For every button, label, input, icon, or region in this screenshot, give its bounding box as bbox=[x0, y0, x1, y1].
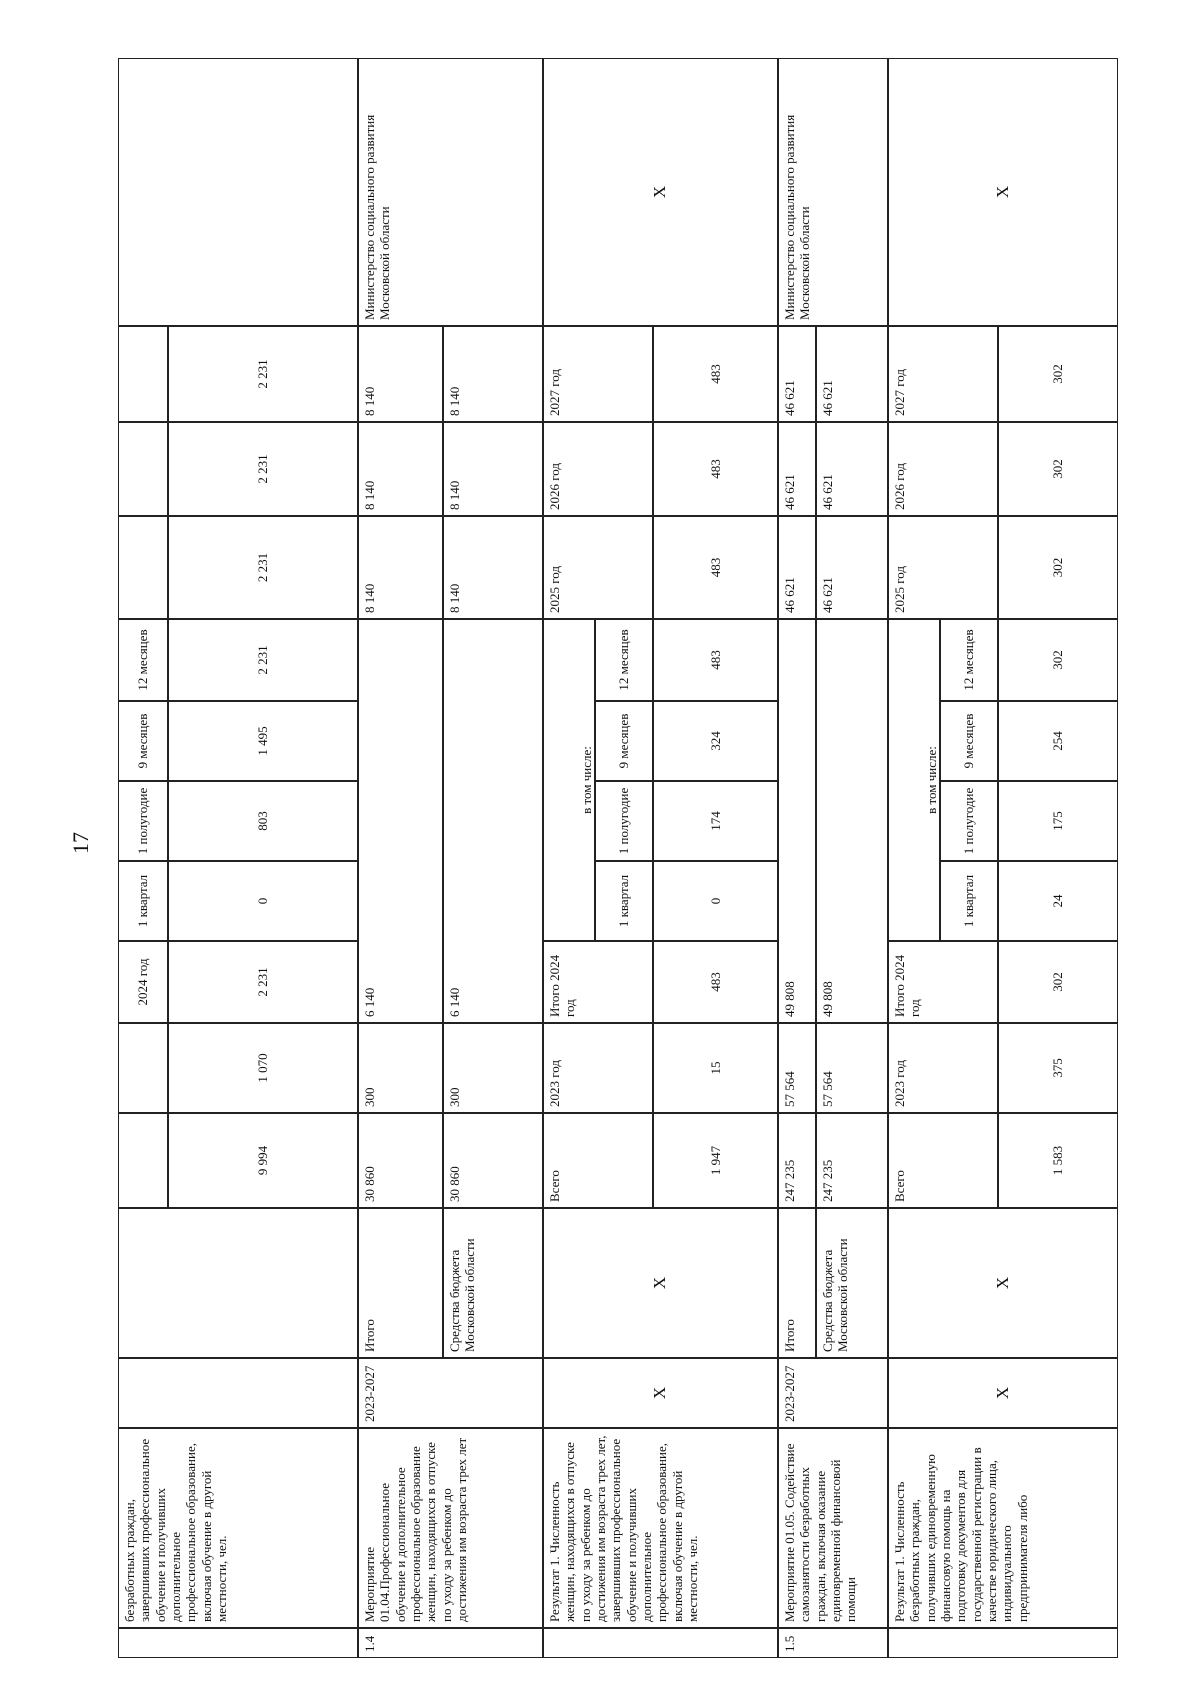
item-1-4-budget-all: 30 860 bbox=[443, 1113, 543, 1208]
item-1-5-total-2026: 46 621 bbox=[778, 422, 816, 516]
r14-2023-value: 15 bbox=[653, 1023, 778, 1113]
rotated-table-frame bbox=[118, 58, 1118, 1658]
item-1-4-total-2027: 8 140 bbox=[358, 326, 443, 422]
item-1-4-result-period-x: Х bbox=[543, 1358, 778, 1428]
r15-v-tom-chisle: в том числе: bbox=[888, 619, 940, 941]
r15-2027-head: 2027 год bbox=[888, 326, 998, 422]
col-q1: 1 квартал bbox=[118, 861, 168, 941]
item-1-5-budget-all: 247 235 bbox=[816, 1113, 888, 1208]
item-1-5-total-2027: 46 621 bbox=[778, 326, 816, 422]
item-1-4-total-2026: 8 140 bbox=[358, 422, 443, 516]
r14-m9-head: 9 месяцев bbox=[595, 701, 653, 781]
item-1-4-name: Мероприятие 01.04.Профессиональное обучение и дополнительное профессиональное образование женщин, находящихся в отпуске по уходу за ребенком до достижения им возраста трех лет bbox=[358, 1428, 543, 1628]
cell-top-source bbox=[118, 1208, 358, 1358]
r15-2026-value: 302 bbox=[998, 422, 1118, 516]
item-1-5-result-source-x: Х bbox=[888, 1208, 1118, 1358]
r14-2026-value: 483 bbox=[653, 422, 778, 516]
r15-2026-head: 2026 год bbox=[888, 422, 998, 516]
item-1-4-number: 1.4 bbox=[358, 1628, 543, 1658]
item-1-5-budget-2027: 46 621 bbox=[816, 326, 888, 422]
item-1-4-budget-2023: 300 bbox=[443, 1023, 543, 1113]
r14-q1-value: 0 bbox=[653, 861, 778, 941]
r15-vsego-head: Всего bbox=[888, 1113, 998, 1208]
cell-top-vsego-head bbox=[118, 1113, 168, 1208]
top-2024-value: 2 231 bbox=[168, 941, 358, 1023]
item-1-5-total-all: 247 235 bbox=[778, 1113, 816, 1208]
top-q1-value: 0 bbox=[168, 861, 358, 941]
item-1-4-budget-label: Средства бюджета Московской области bbox=[443, 1208, 543, 1358]
col-h1: 1 полугодие bbox=[118, 781, 168, 861]
r15-vsego-value: 1 583 bbox=[998, 1113, 1118, 1208]
cell-top-2026-head bbox=[118, 422, 168, 516]
r15-2024-value: 302 bbox=[998, 941, 1118, 1023]
r14-h1-head: 1 полугодие bbox=[595, 781, 653, 861]
cell-r15-num bbox=[888, 1628, 1118, 1658]
r15-m12-head: 12 месяцев bbox=[940, 619, 998, 701]
cell-r14-num bbox=[543, 1628, 778, 1658]
item-1-5-result-executor-x: Х bbox=[888, 58, 1118, 326]
top-2023-value: 1 070 bbox=[168, 1023, 358, 1113]
cell-top-period bbox=[118, 1358, 358, 1428]
r14-itogo-2024-head: Итого 2024 год bbox=[543, 941, 653, 1023]
item-1-5-total-2024: 49 808 bbox=[778, 619, 816, 1023]
r14-m12-value: 483 bbox=[653, 619, 778, 701]
r14-2027-head: 2027 год bbox=[543, 326, 653, 422]
r14-2024-value: 483 bbox=[653, 941, 778, 1023]
item-1-4-result-executor-x: Х bbox=[543, 58, 778, 326]
item-1-5-budget-label: Средства бюджета Московской области bbox=[816, 1208, 888, 1358]
item-1-5-period: 2023-2027 bbox=[778, 1358, 888, 1428]
r15-m9-head: 9 месяцев bbox=[940, 701, 998, 781]
r14-m12-head: 12 месяцев bbox=[595, 619, 653, 701]
item-1-5-executor: Министерство социального развития Московской области bbox=[778, 58, 888, 326]
r14-2025-value: 483 bbox=[653, 516, 778, 619]
top-m12-value: 2 231 bbox=[168, 619, 358, 701]
r14-v-tom-chisle: в том числе: bbox=[543, 619, 595, 941]
top-2027-value: 2 231 bbox=[168, 326, 358, 422]
r15-2023-value: 375 bbox=[998, 1023, 1118, 1113]
r14-q1-head: 1 квартал bbox=[595, 861, 653, 941]
r15-h1-value: 175 bbox=[998, 781, 1118, 861]
r15-q1-value: 24 bbox=[998, 861, 1118, 941]
item-1-4-budget-2024: 6 140 bbox=[443, 619, 543, 1023]
r14-vsego-head: Всего bbox=[543, 1113, 653, 1208]
item-1-4-total-2025: 8 140 bbox=[358, 516, 443, 619]
item-1-5-result-period-x: Х bbox=[888, 1358, 1118, 1428]
cell-top-executor bbox=[118, 58, 358, 326]
item-1-4-period: 2023-2027 bbox=[358, 1358, 543, 1428]
item-1-5-total-label: Итого bbox=[778, 1208, 816, 1358]
item-1-5-total-2023: 57 564 bbox=[778, 1023, 816, 1113]
r15-h1-head: 1 полугодие bbox=[940, 781, 998, 861]
item-1-4-result-name: Результат 1. Численность женщин, находящихся в отпуске по уходу за ребенком до достижения им возраста трех лет, завершивших профессиональное обучение и получивших дополнительное профессиональное образование, включая обучение в другой местности, чел. bbox=[543, 1428, 778, 1628]
r15-m12-value: 302 bbox=[998, 619, 1118, 701]
col-m9: 9 месяцев bbox=[118, 701, 168, 781]
cell-top-2027-head bbox=[118, 326, 168, 422]
item-1-4-total-2023: 300 bbox=[358, 1023, 443, 1113]
page-number: 17 bbox=[68, 832, 93, 854]
r15-2025-value: 302 bbox=[998, 516, 1118, 619]
item-1-5-budget-2024: 49 808 bbox=[816, 619, 888, 1023]
top-2025-value: 2 231 bbox=[168, 516, 358, 619]
item-1-5-number: 1.5 bbox=[778, 1628, 888, 1658]
r14-h1-value: 174 bbox=[653, 781, 778, 861]
top-vsego-value: 9 994 bbox=[168, 1113, 358, 1208]
r15-q1-head: 1 квартал bbox=[940, 861, 998, 941]
top-2026-value: 2 231 bbox=[168, 422, 358, 516]
r14-2026-head: 2026 год bbox=[543, 422, 653, 516]
cell-top-num bbox=[118, 1628, 358, 1658]
r14-2027-value: 483 bbox=[653, 326, 778, 422]
item-1-5-budget-2023: 57 564 bbox=[816, 1023, 888, 1113]
item-1-4-total-label: Итого bbox=[358, 1208, 443, 1358]
top-m9-value: 1 495 bbox=[168, 701, 358, 781]
col-2024-year: 2024 год bbox=[118, 941, 168, 1023]
item-1-5-budget-2026: 46 621 bbox=[816, 422, 888, 516]
r15-2023-head: 2023 год bbox=[888, 1023, 998, 1113]
program-table bbox=[118, 58, 1118, 1658]
top-h1-value: 803 bbox=[168, 781, 358, 861]
item-1-5-budget-2025: 46 621 bbox=[816, 516, 888, 619]
item-1-4-result-source-x: Х bbox=[543, 1208, 778, 1358]
r15-2027-value: 302 bbox=[998, 326, 1118, 422]
r14-2025-head: 2025 год bbox=[543, 516, 653, 619]
item-1-4-executor: Министерство социального развития Московской области bbox=[358, 58, 543, 326]
r14-2023-head: 2023 год bbox=[543, 1023, 653, 1113]
r14-vsego-value: 1 947 bbox=[653, 1113, 778, 1208]
item-1-4-budget-2027: 8 140 bbox=[443, 326, 543, 422]
item-1-4-budget-2026: 8 140 bbox=[443, 422, 543, 516]
item-1-5-total-2025: 46 621 bbox=[778, 516, 816, 619]
cell-top-2023-head bbox=[118, 1023, 168, 1113]
item-1-4-total-all: 30 860 bbox=[358, 1113, 443, 1208]
r14-m9-value: 324 bbox=[653, 701, 778, 781]
top-row-name: безработных граждан, завершивших профессиональное обучение и получивших дополнительное профессиональное образование, включая обучение в другой местности, чел. bbox=[118, 1428, 358, 1628]
r15-itogo-2024-head: Итого 2024 год bbox=[888, 941, 998, 1023]
item-1-4-total-2024: 6 140 bbox=[358, 619, 443, 1023]
item-1-5-name: Мероприятие 01.05. Содействие самозанятости безработных граждан, включая оказание единовременной финансовой помощи bbox=[778, 1428, 888, 1628]
r15-m9-value: 254 bbox=[998, 701, 1118, 781]
col-m12: 12 месяцев bbox=[118, 619, 168, 701]
item-1-4-budget-2025: 8 140 bbox=[443, 516, 543, 619]
r15-2025-head: 2025 год bbox=[888, 516, 998, 619]
cell-top-2025-head bbox=[118, 516, 168, 619]
item-1-5-result-name: Результат 1. Численность безработных граждан, получивших единовременную финансовую помощь на подготовку документов для государственной регистрации в качестве юридического лица, индивидуального предпринимателя либо bbox=[888, 1428, 1118, 1628]
